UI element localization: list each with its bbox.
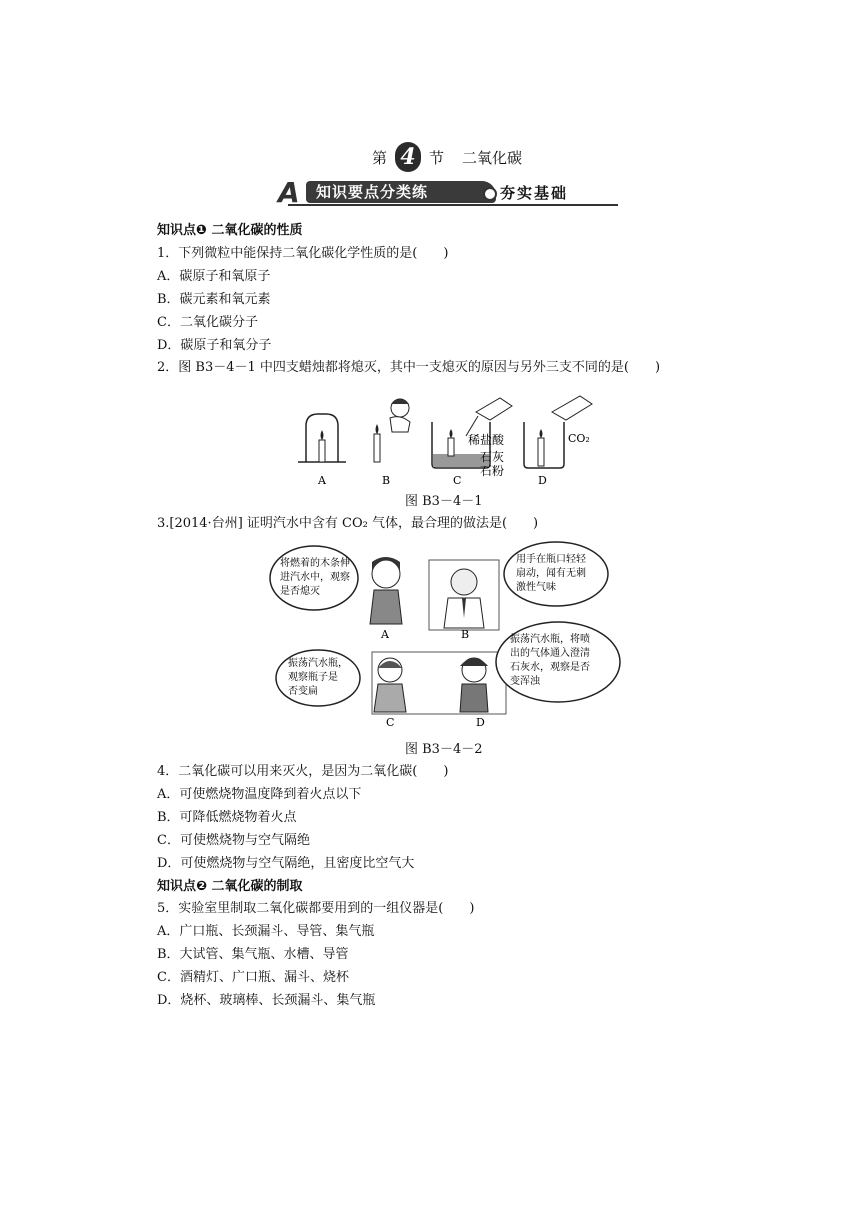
figure2-label-d: D: [476, 716, 485, 729]
bubble-c-line-3: 否变扁: [288, 686, 318, 697]
q2-stem: 2．图 B3－4－1 中四支蜡烛都将熄灭，其中一支熄灭的原因与另外三支不同的是( ): [157, 360, 661, 375]
q5-stem: 5．实验室里制取二氧化碳都要用到的一组仪器是( ): [157, 901, 475, 916]
bubble-a-line-1: 将燃着的木条伸: [280, 558, 350, 569]
bubble-c-line-1: 振荡汽水瓶，: [288, 658, 348, 669]
figure1-caption: 图 B3－4－1: [405, 494, 483, 509]
section-heading-1: 知识点❶ 二氧化碳的性质: [157, 223, 303, 238]
bubble-d-line-3: 石灰水，观察是否: [510, 662, 590, 673]
figure1-label-d: D: [538, 474, 547, 487]
co2-label: CO₂: [568, 432, 590, 445]
student-d-illustration: [460, 658, 488, 712]
figure1-label-b: B: [382, 474, 391, 487]
banner-underline: [288, 204, 618, 206]
figure2-label-b: B: [461, 628, 470, 641]
title-suffix: 节: [429, 148, 445, 167]
figure2-caption: 图 B3－4－2: [405, 742, 483, 757]
q5-option-d: D．烧杯、玻璃棒、长颈漏斗、集气瓶: [157, 993, 376, 1008]
q4-stem: 4．二氧化碳可以用来灭火，是因为二氧化碳( ): [157, 764, 449, 779]
q5-option-c: C．酒精灯、广口瓶、漏斗、烧杯: [157, 970, 349, 985]
bubble-b-line-2: 扇动，闻有无刺: [516, 568, 586, 579]
q5-option-a: A．广口瓶、长颈漏斗、导管、集气瓶: [157, 924, 375, 939]
section-number-badge: 4: [395, 142, 421, 172]
title-text: 二氧化碳: [462, 148, 523, 167]
section-heading-2: 知识点❷ 二氧化碳的制取: [157, 879, 303, 894]
banner-letter: A: [278, 176, 300, 209]
bubble-b-line-1: 用手在瓶口轻轻: [516, 554, 586, 565]
acid-label: 稀盐酸: [468, 433, 505, 447]
figure-b3-4-2: [266, 538, 626, 736]
q1-stem: 1．下列微粒中能保持二氧化碳化学性质的是( ): [157, 246, 449, 261]
q4-option-c: C．可使燃烧物与空气隔绝: [157, 833, 310, 848]
figure2-label-c: C: [386, 716, 395, 729]
section-title: [372, 142, 522, 172]
bubble-c-line-2: 观察瓶子是: [288, 672, 338, 683]
bubble-d-line-2: 出的气体通入澄清: [510, 648, 590, 659]
q1-option-d: D．碳原子和氧分子: [157, 338, 272, 353]
q4-option-a: A．可使燃烧物温度降到着火点以下: [157, 787, 362, 802]
figure2-label-a: A: [381, 628, 389, 641]
q4-option-d: D．可使燃烧物与空气隔绝，且密度比空气大: [157, 856, 415, 871]
bubble-d-line-4: 变浑浊: [510, 676, 540, 687]
q3-stem: 3.[2014·台州] 证明汽水中含有 CO₂ 气体，最合理的做法是( ): [157, 516, 539, 531]
q4-option-b: B．可降低燃烧物着火点: [157, 810, 297, 825]
q1-option-b: B．碳元素和氧元素: [157, 292, 271, 307]
student-c-illustration: [374, 658, 406, 712]
co2-pouring-beaker: [524, 396, 592, 468]
banner-sub-label: 夯实基础: [500, 184, 569, 202]
figure1-label-c: C: [453, 474, 462, 487]
acid-limestone-beaker: [432, 398, 512, 478]
title-prefix: 第: [372, 148, 388, 167]
banner-dot-icon: [483, 187, 497, 201]
q1-option-c: C．二氧化碳分子: [157, 315, 258, 330]
candle-jar-apparatus: [298, 414, 346, 462]
figure1-label-a: A: [318, 474, 326, 487]
figure-b3-4-1: [290, 392, 620, 487]
q1-option-a: A．碳原子和氧原子: [157, 269, 271, 284]
limestone-label-2: 石粉: [480, 464, 505, 478]
q5-option-b: B．大试管、集气瓶、水槽、导管: [157, 947, 349, 962]
banner-main-label: 知识要点分类练: [306, 181, 496, 203]
bubble-d-line-1: 振荡汽水瓶，将喷: [510, 634, 590, 645]
bubble-a-line-2: 进汽水中，观察: [280, 572, 350, 583]
limestone-label-1: 石灰: [480, 450, 505, 464]
bubble-b-line-3: 激性气味: [516, 582, 556, 593]
student-a-illustration: [370, 557, 402, 624]
blowing-candle-apparatus: [374, 399, 410, 462]
practice-banner: [278, 178, 618, 208]
bubble-a-line-3: 是否熄灭: [280, 586, 320, 597]
